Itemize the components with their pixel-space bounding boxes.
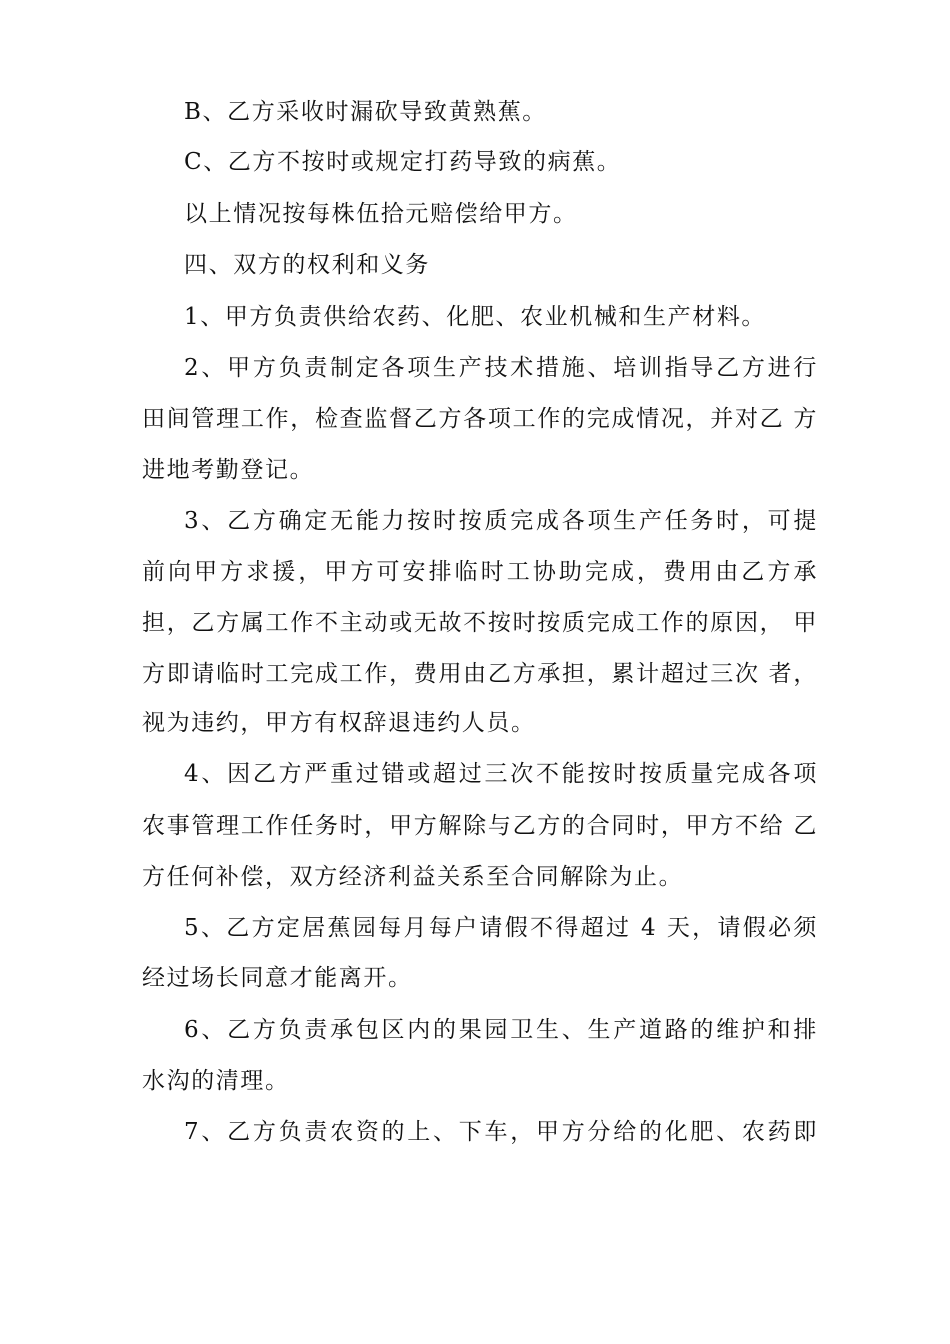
- text-line: 7、乙方负责农资的上、下车，甲方分给的化肥、农药即: [184, 1119, 818, 1145]
- text-line: 1、甲方负责供给农药、化肥、农业机械和生产材料。: [184, 304, 767, 330]
- text-line: 方任何补偿，双方经济利益关系至合同解除为止。: [142, 864, 684, 890]
- text-line: 前向甲方求援，甲方可安排临时工协助完成，费用由乙方承: [142, 559, 818, 585]
- text-line: 田间管理工作，检查监督乙方各项工作的完成情况，并对乙 方: [142, 406, 818, 432]
- text-line: 3、乙方确定无能力按时按质完成各项生产任务时，可提: [184, 508, 818, 534]
- text-line: 4、因乙方严重过错或超过三次不能按时按质量完成各项: [184, 761, 818, 787]
- text-line: 四、双方的权利和义务: [184, 252, 430, 278]
- text-line: 担，乙方属工作不主动或无故不按时按质完成工作的原因， 甲: [142, 610, 818, 636]
- text-line: 经过场长同意才能离开。: [142, 965, 413, 991]
- text-line: 以上情况按每株伍拾元赔偿给甲方。: [184, 201, 578, 227]
- text-line: B、乙方采收时漏砍导致黄熟蕉。: [184, 99, 547, 125]
- text-line: 水沟的清理。: [142, 1068, 290, 1094]
- text-line: 5、乙方定居蕉园每月每户请假不得超过 4 天，请假必须: [184, 915, 818, 941]
- text-line: C、乙方不按时或规定打药导致的病蕉。: [184, 149, 622, 175]
- text-line: 2、甲方负责制定各项生产技术措施、培训指导乙方进行: [184, 355, 818, 381]
- text-line: 方即请临时工完成工作，费用由乙方承担，累计超过三次 者，: [142, 661, 818, 687]
- text-line: 进地考勤登记。: [142, 457, 315, 483]
- text-line: 视为违约，甲方有权辞退违约人员。: [142, 710, 536, 736]
- text-line: 6、乙方负责承包区内的果园卫生、生产道路的维护和排: [184, 1017, 818, 1043]
- text-line: 农事管理工作任务时，甲方解除与乙方的合同时，甲方不给 乙: [142, 813, 818, 839]
